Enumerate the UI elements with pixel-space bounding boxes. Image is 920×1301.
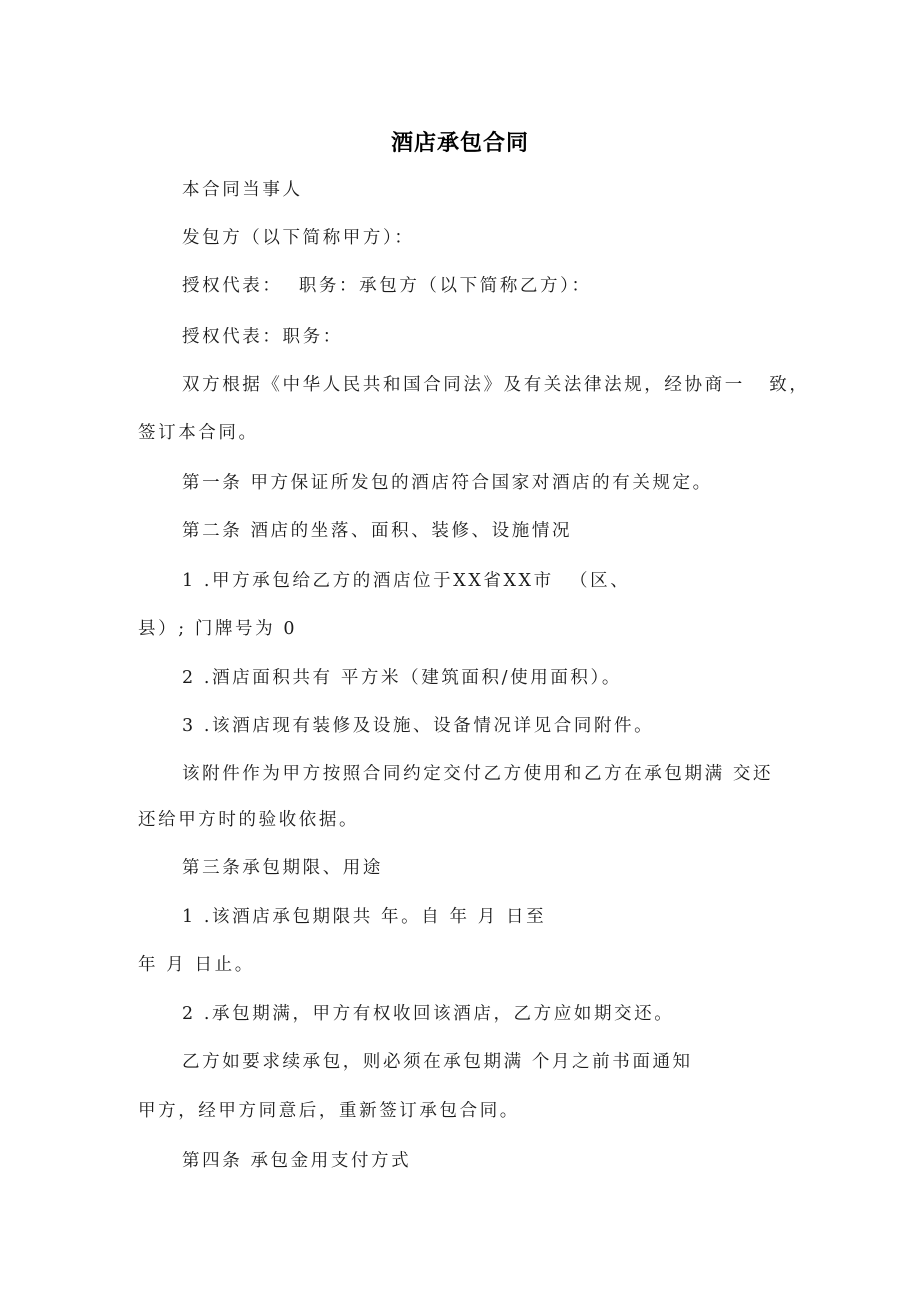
article-3-item-1: 1 .该酒店承包期限共 年。自 年 月 日至 — [182, 907, 547, 927]
article-1: 第一条 甲方保证所发包的酒店符合国家对酒店的有关规定。 — [182, 473, 713, 493]
paragraph-parties-heading: 本合同当事人 — [182, 180, 303, 200]
article-3-heading: 第三条承包期限、用途 — [182, 858, 383, 878]
article-2-item-2: 2 .酒店面积共有 平方米（建筑面积/使用面积）。 — [182, 668, 622, 688]
article-2-item-3: 3 .该酒店现有装修及设施、设备情况详见合同附件。 — [182, 716, 655, 736]
paragraph-preamble-cont: 签订本合同。 — [138, 423, 259, 443]
article-2-annex-note-cont: 还给甲方时的验收依据。 — [138, 810, 360, 830]
article-2-item-1-cont: 县）; 门牌号为 0 — [138, 619, 298, 639]
article-3-renewal-cont: 甲方，经甲方同意后，重新签订承包合同。 — [138, 1101, 520, 1121]
article-3-item-1-cont: 年 月 日止。 — [138, 955, 255, 975]
article-2-heading: 第二条 酒店的坐落、面积、装修、设施情况 — [182, 521, 573, 541]
article-3-item-2: 2 .承包期满，甲方有权收回该酒店，乙方应如期交还。 — [182, 1004, 675, 1024]
article-2-item-1: 1 .甲方承包给乙方的酒店位于XX省XX市 （区、 — [182, 571, 631, 591]
article-4-heading: 第四条 承包金用支付方式 — [182, 1151, 412, 1171]
document-title: 酒店承包合同 — [390, 131, 529, 156]
paragraph-preamble: 双方根据《中华人民共和国合同法》及有关法律法规，经协商一 致， — [182, 375, 810, 395]
paragraph-party-a-rep-party-b: 授权代表： 职务：承包方（以下简称乙方）： — [182, 276, 592, 296]
article-2-annex-note: 该附件作为甲方按照合同约定交付乙方使用和乙方在承包期满 交还 — [182, 764, 774, 784]
paragraph-party-b-rep: 授权代表：职务： — [182, 327, 343, 347]
paragraph-party-a: 发包方（以下简称甲方）： — [182, 228, 415, 248]
article-3-renewal: 乙方如要求续承包，则必须在承包期满 个月之前书面通知 — [182, 1052, 693, 1072]
